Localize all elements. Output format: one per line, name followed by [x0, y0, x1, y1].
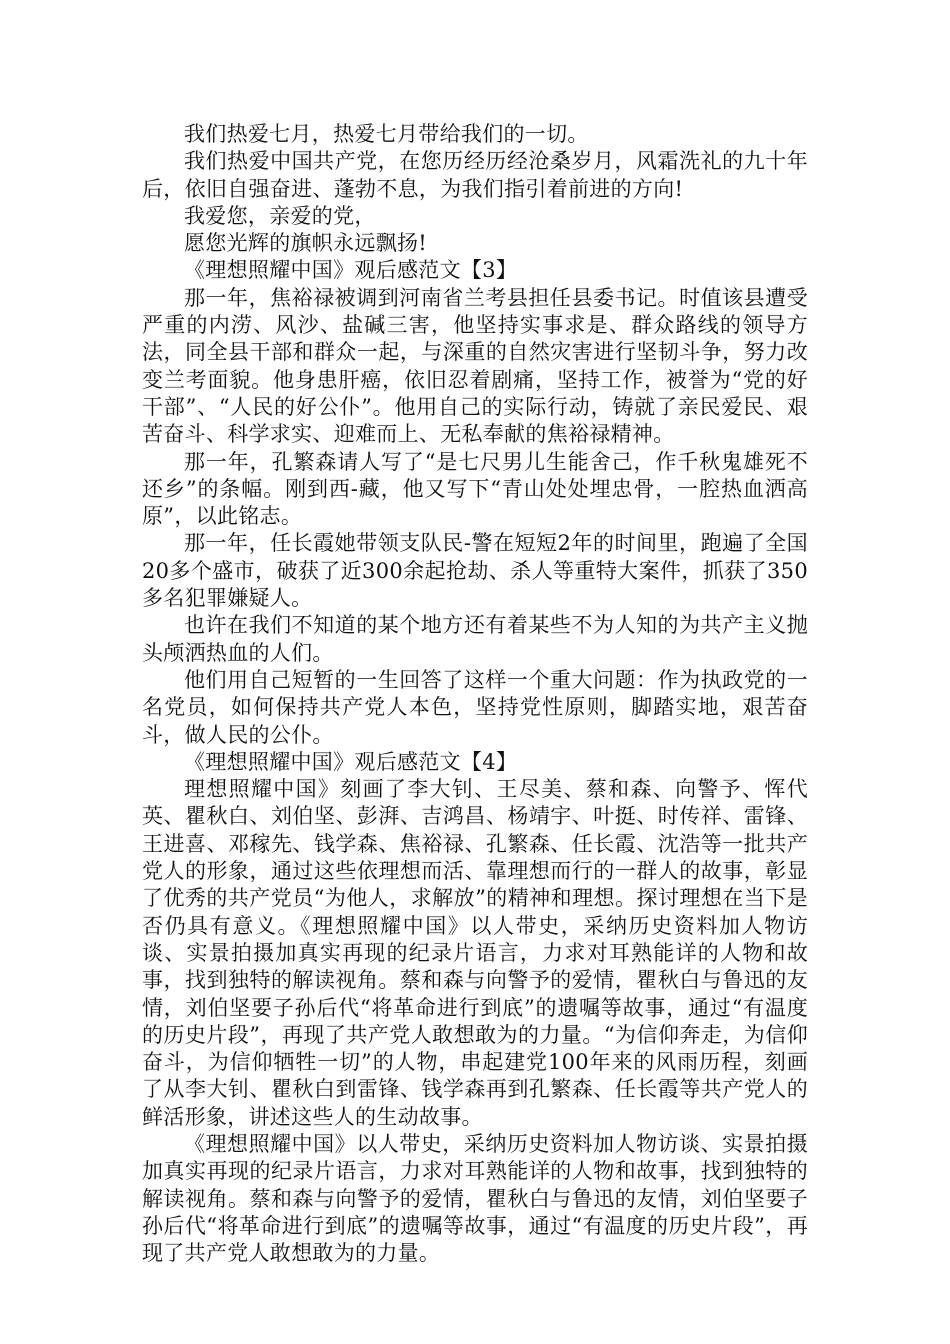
paragraph: 《理想照耀中国》以人带史，采纳历史资料加人物访谈、实景拍摄加真实再现的纪录片语言，力求对耳熟能详的人物和故事，找到独特的解读视角。蔡和森与向警予的爱情，瞿秋白与鲁迅的友情，刘伯坚要子孙后代“将革命进行到底”的遗嘱等故事，通过“有温度的历史片段”，再现了共产党人敢想敢为的力量。 — [142, 1131, 808, 1266]
paragraph: 我们热爱中国共产党，在您历经历经沧桑岁月，风霜洗礼的九十年后，依旧自强奋进、蓬勃不息，为我们指引着前进的方向! — [142, 149, 808, 201]
paragraph: 那一年，孔繁森请人写了“是七尺男儿生能舍己，作千秋鬼雄死不还乡”的条幅。刚到西-藏，他又写下“青山处处埋忠骨，一腔热血洒高原”，以此铭志。 — [142, 449, 808, 529]
section-heading: 《理想照耀中国》观后感范文【3】 — [184, 258, 518, 283]
section-heading: 《理想照耀中国》观后感范文【4】 — [184, 749, 518, 774]
paragraph: 他们用自己短暂的一生回答了这样一个重大问题：作为执政党的一名党员，如何保持共产党人本色，坚持党性原则，脚踏实地，艰苦奋斗，做人民的公仆。 — [142, 667, 808, 747]
paragraph: 我爱您，亲爱的党， — [184, 203, 376, 228]
paragraph: 那一年，任长霞她带领支队民-警在短短2年的时间里，跑遍了全国20多个盛市，破获了近300余起抢劫、杀人等重特大案件，抓获了350多名犯罪嫌疑人。 — [142, 531, 808, 611]
paragraph: 理想照耀中国》刻画了李大钊、王尽美、蔡和森、向警予、恽代英、瞿秋白、刘伯坚、彭湃、吉鸿昌、杨靖宇、叶挺、时传祥、雷锋、王进喜、邓稼先、钱学森、焦裕禄、孔繁森、任长霞、沈浩等一批共产党人的形象，通过这些依理想而活、靠理想而行的一群人的故事，彰显了优秀的共产党员“为他人，求解放”的精神和理想。探讨理想在当下是否仍具有意义。《理想照耀中国》以人带史，采纳历史资料加人物访谈、实景拍摄加真实再现的纪录片语言，力求对耳熟能详的人物和故事，找到独特的解读视角。蔡和森与向警予的爱情，瞿秋白与鲁迅的友情，刘伯坚要子孙后代“将革命进行到底”的遗嘱等故事，通过“有温度的历史片段”，再现了共产党人敢想敢为的力量。“为信仰奔走，为信仰奋斗，为信仰牺牲一切”的人物，串起建党100年来的风雨历程，刻画了从李大钊、瞿秋白到雷锋、钱学森再到孔繁森、任长霞等共产党人的鲜活形象，讲述这些人的生动故事。 — [142, 777, 808, 1129]
paragraph: 那一年，焦裕禄被调到河南省兰考县担任县委书记。时值该县遭受严重的内涝、风沙、盐碱三害，他坚持实事求是、群众路线的领导方法，同全县干部和群众一起，与深重的自然灾害进行坚韧斗争，努力改变兰考面貌。他身患肝癌，依旧忍着剧痛，坚持工作，被誉为“党的好干部”、“人民的好公仆”。他用自己的实际行动，铸就了亲民爱民、艰苦奋斗、科学求实、迎难而上、无私奉献的焦裕禄精神。 — [142, 285, 808, 447]
paragraph: 我们热爱七月，热爱七月带给我们的一切。 — [184, 122, 589, 146]
paragraph: 也许在我们不知道的某个地方还有着某些不为人知的为共产主义抛头颅洒热血的人们。 — [142, 613, 808, 665]
paragraph: 愿您光辉的旗帜永远飘扬! — [184, 231, 428, 256]
document-body — [142, 121, 808, 1267]
